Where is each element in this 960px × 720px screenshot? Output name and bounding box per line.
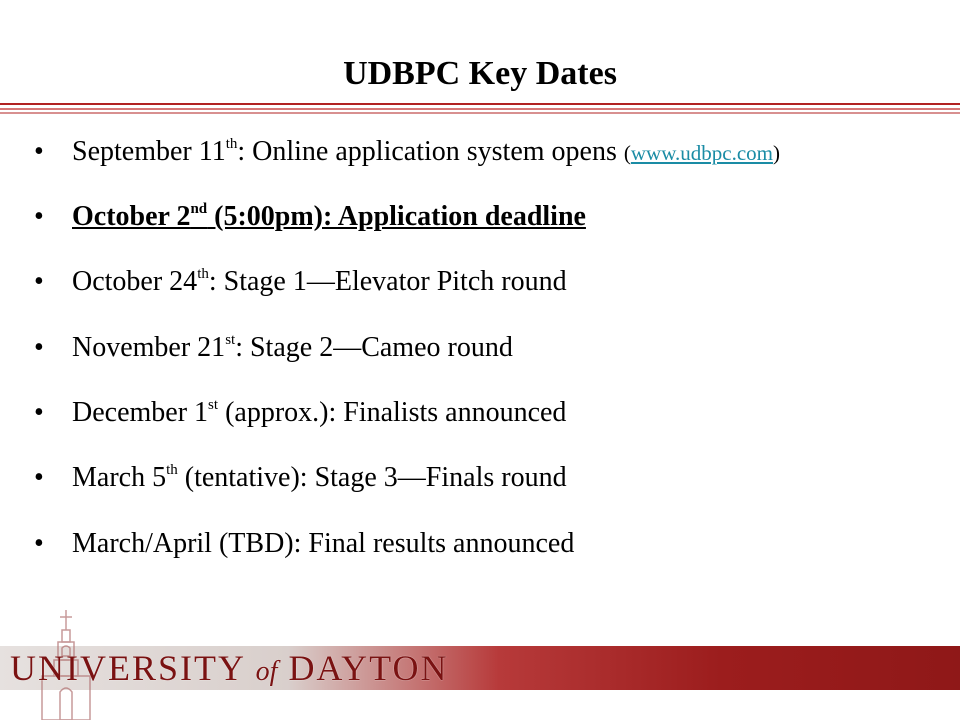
bullet-dot: •: [34, 528, 44, 559]
list-item: [0, 326, 960, 370]
list-item: [0, 522, 960, 566]
bullet-dot: •: [34, 266, 44, 297]
bullet-dot: •: [34, 136, 44, 167]
list-item-text: October 2nd (5:00pm): Application deadline: [72, 200, 586, 232]
title-divider: [0, 100, 960, 120]
slide-title: UDBPC Key Dates: [343, 55, 617, 92]
list-item: [0, 456, 960, 500]
list-item-text: September 11th: Online application system opens (www.udbpc.com): [72, 135, 780, 167]
bullet-dot: •: [34, 332, 44, 363]
list-item: [0, 391, 960, 435]
list-item: [0, 195, 960, 239]
list-item: [0, 130, 960, 174]
university-logo: UNIVERSITY of DAYTON: [10, 648, 449, 688]
list-item-text: October 24th: Stage 1—Elevator Pitch round: [72, 265, 567, 297]
list-item-text: December 1st (approx.): Finalists announced: [72, 396, 567, 428]
bullet-dot: •: [34, 201, 44, 232]
bullet-dot: •: [34, 397, 44, 428]
list-item-text: November 21st: Stage 2—Cameo round: [72, 331, 513, 363]
list-item: [0, 260, 960, 304]
list-item-text: March 5th (tentative): Stage 3—Finals round: [72, 461, 567, 493]
udbpc-link[interactable]: www.udbpc.com: [630, 141, 773, 165]
bullet-dot: •: [34, 462, 44, 493]
list-item-text: March/April (TBD): Final results announced: [72, 528, 575, 559]
